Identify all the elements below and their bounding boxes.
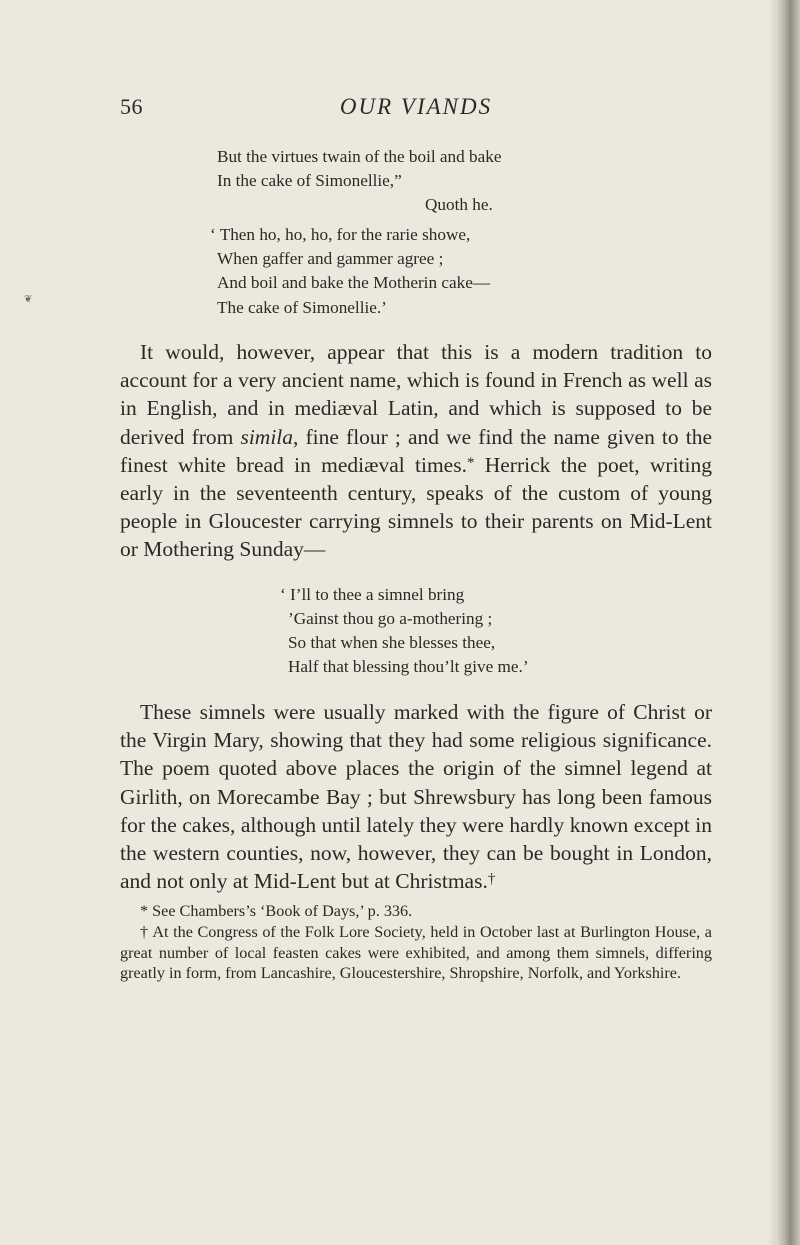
verse-line: The cake of Simonellie.’ bbox=[217, 298, 387, 317]
verse-line: In the cake of Simonellie,” bbox=[217, 171, 402, 190]
verse-line: ’Gainst thou go a-mothering ; bbox=[288, 609, 493, 628]
page-number: 56 bbox=[120, 94, 143, 119]
footnote-mark: † bbox=[140, 922, 149, 941]
running-title: OUR VIANDS bbox=[339, 94, 493, 119]
footnote bbox=[120, 922, 712, 984]
margin-ornament: ❦ bbox=[24, 294, 33, 305]
paragraph-text: , fine flour ; and we find the name given to the finest white bread in mediæval times. bbox=[120, 424, 712, 477]
footnote-reference: † bbox=[487, 871, 496, 888]
footnote-mark: * bbox=[140, 902, 149, 920]
body-paragraph-2 bbox=[120, 698, 712, 895]
book-page-edge bbox=[776, 0, 800, 1245]
verse-line: ‘ Then ho, ho, ho, for the rarie showe, bbox=[210, 225, 471, 244]
verse-line: ‘ I’ll to thee a simnel bring bbox=[280, 585, 465, 604]
paragraph-text: Herrick the poet, writing early in the seventeenth century, speaks of the custom of young people in Gloucester carrying simnels to their parents on Mid-Lent or Mothering Sunday— bbox=[120, 452, 712, 562]
paragraph-text: These simnels were usually marked with the figure of Christ or the Virgin Mary, showing that they had some religious significance. The poem quoted above places the origin of the simnel legend at Girlith, on Morecambe Bay ; but Shrewsbury has long been famous for the cakes, although until lately they were hardly known except in the western counties, now, however, they can be bought in London, and not only at Mid-Lent but at Christmas. bbox=[120, 700, 712, 894]
paragraph-text: It would, however, appear that this is a modern tradition to account for a very ancient name, which is found in French as well as in English, and in mediæval Latin, and which is supposed to be derived from bbox=[120, 340, 712, 449]
verse-line: Quoth he. bbox=[425, 195, 493, 214]
verse-line: But the virtues twain of the boil and bake bbox=[217, 147, 502, 166]
verse-line: When gaffer and gammer agree ; bbox=[217, 249, 444, 268]
footnote bbox=[120, 901, 712, 922]
italic-term: simila bbox=[240, 424, 294, 449]
verse-line: Half that blessing thou’lt give me.’ bbox=[288, 657, 529, 676]
footnote-text: At the Congress of the Folk Lore Society, held in October last at Burlington House, a great number of local feasten cakes were exhibited, and among them simnels, differing greatly in form, from Lancashire, Gloucestershire, Shropshire, Norfolk, and Yorkshire. bbox=[120, 922, 712, 983]
body-paragraph-1 bbox=[120, 338, 712, 564]
footnote-text: See Chambers’s ‘Book of Days,’ p. 336. bbox=[152, 902, 413, 920]
footnote-reference: * bbox=[466, 454, 475, 471]
footnotes bbox=[120, 901, 712, 984]
verse-line: So that when she blesses thee, bbox=[288, 633, 496, 652]
verse-line: And boil and bake the Motherin cake— bbox=[217, 273, 491, 292]
page-edge-shadow bbox=[768, 0, 776, 1245]
page-header bbox=[120, 94, 712, 124]
